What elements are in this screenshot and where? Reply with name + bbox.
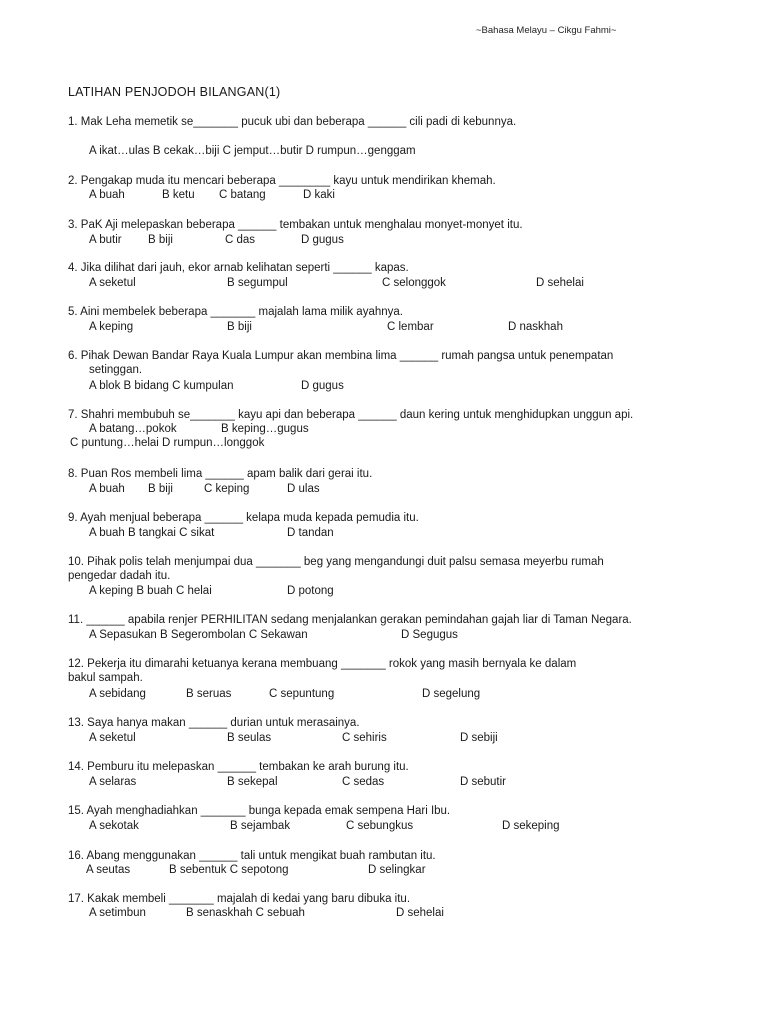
- option-c: C sehiris: [342, 732, 387, 744]
- option-a: A butir: [89, 234, 122, 246]
- option-abc: A buah B tangkai C sikat: [89, 527, 215, 539]
- option-d: D selingkar: [368, 864, 426, 876]
- question-text: 1. Mak Leha memetik se_______ pucuk ubi dan beberapa ______ cili padi di kebunnya.: [68, 116, 517, 128]
- option-b: B biji: [227, 321, 252, 333]
- option-b: B biji: [148, 483, 173, 495]
- option-a: A sebidang: [89, 688, 146, 700]
- option-b: B keping…gugus: [221, 423, 309, 435]
- option-abc: A blok B bidang C kumpulan: [89, 380, 234, 392]
- option-cd: C puntung…helai D rumpun…longgok: [70, 437, 265, 449]
- question-12: [68, 658, 576, 685]
- question-1: [68, 116, 516, 130]
- question-17: [68, 893, 410, 907]
- option-a: A sekotak: [89, 820, 139, 832]
- option-d: D sekeping: [502, 820, 560, 832]
- option-b: B seruas: [186, 688, 232, 700]
- option-d: D sehelai: [536, 277, 584, 289]
- question-7: [68, 409, 633, 423]
- question-16: [68, 850, 436, 864]
- option-d: D tandan: [287, 527, 334, 539]
- question-2: [68, 175, 496, 189]
- question-13: [68, 717, 360, 731]
- question-15: [68, 805, 450, 819]
- option-c: C sedas: [342, 776, 385, 788]
- question-11: [68, 614, 632, 628]
- option-d: D Segugus: [401, 629, 458, 641]
- option-a: A buah: [89, 483, 125, 495]
- question-text: 10. Pihak polis telah menjumpai dua _______ beg yang mengandungi duit palsu semasa meyerbu rumah: [68, 556, 604, 568]
- worksheet-title: LATIHAN PENJODOH BILANGAN(1): [68, 85, 281, 99]
- option-a: A selaras: [89, 776, 137, 788]
- question-10: [68, 556, 604, 583]
- question-text: 6. Pihak Dewan Bandar Raya Kuala Lumpur akan membina lima ______ rumah pangsa untuk penempatan: [68, 350, 614, 362]
- option: A ikat…ulas B cekak…biji C jemput…butir D rumpun…genggam: [89, 145, 416, 157]
- question-text: 11. ______ apabila renjer PERHILITAN sedang menjalankan gerakan pemindahan gajah liar di Taman Negara.: [68, 614, 632, 626]
- option-b: B biji: [148, 234, 173, 246]
- option-d: D gugus: [301, 380, 344, 392]
- question-text: 14. Pemburu itu melepaskan ______ tembakan ke arah burung itu.: [68, 761, 409, 773]
- option-c: C batang: [219, 189, 266, 201]
- option-a: A buah: [89, 189, 125, 201]
- option-d: D potong: [287, 585, 334, 597]
- option-c: C keping: [204, 483, 250, 495]
- option-d: D naskhah: [508, 321, 563, 333]
- option-c: C selonggok: [382, 277, 446, 289]
- option-c: C lembar: [387, 321, 434, 333]
- option-d: D gugus: [301, 234, 344, 246]
- option-d: D sehelai: [396, 907, 444, 919]
- question-text: 15. Ayah menghadiahkan _______ bunga kepada emak sempena Hari Ibu.: [68, 805, 451, 817]
- question-3: [68, 219, 523, 233]
- option-d: D kaki: [303, 189, 335, 201]
- options-row: [89, 145, 416, 157]
- question-text: 9. Ayah menjual beberapa ______ kelapa muda kepada pemudia itu.: [68, 512, 419, 524]
- question-text: 17. Kakak membeli _______ majalah di kedai yang baru dibuka itu.: [68, 893, 411, 905]
- question-text-continued: setinggan.: [89, 363, 143, 376]
- option-bc: B sebentuk C sepotong: [169, 864, 289, 876]
- option-a: A setimbun: [89, 907, 146, 919]
- question-14: [68, 761, 409, 775]
- option-d: D sebutir: [460, 776, 507, 788]
- option-a: A batang…pokok: [89, 423, 177, 435]
- option-c: C sebungkus: [346, 820, 414, 832]
- option-d: D ulas: [287, 483, 320, 495]
- question-text: 7. Shahri membubuh se_______ kayu api dan beberapa ______ daun kering untuk menghidupkan unggun api.: [68, 409, 634, 421]
- question-text: 8. Puan Ros membeli lima ______ apam balik dari gerai itu.: [68, 468, 373, 480]
- option-a: A seketul: [89, 277, 136, 289]
- option-d: D sebiji: [460, 732, 498, 744]
- question-text: 12. Pekerja itu dimarahi ketuanya kerana membuang _______ rokok yang masih bernyala ke dalam: [68, 658, 577, 670]
- question-9: [68, 512, 419, 526]
- question-text: 5. Aini membelek beberapa _______ majalah lama milik ayahnya.: [68, 306, 403, 318]
- option-b: B segumpul: [227, 277, 288, 289]
- question-text: 16. Abang menggunakan ______ tali untuk mengikat buah rambutan itu.: [68, 850, 436, 862]
- question-text: 3. PaK Aji melepaskan beberapa ______ tembakan untuk menghalau monyet-monyet itu.: [68, 219, 523, 231]
- option-b: B sejambak: [230, 820, 291, 832]
- option-c: C sepuntung: [269, 688, 335, 700]
- option-d: D segelung: [422, 688, 481, 700]
- header-note: ~Bahasa Melayu – Cikgu Fahmi~: [476, 25, 617, 36]
- option-a: A keping: [89, 321, 134, 333]
- question-text-continued: pengedar dadah itu.: [68, 569, 171, 582]
- question-text: 2. Pengakap muda itu mencari beberapa ________ kayu untuk mendirikan khemah.: [68, 175, 496, 187]
- question-5: [68, 306, 403, 320]
- option-c: C das: [225, 234, 256, 246]
- option-b: B ketu: [162, 189, 195, 201]
- option-a: A seutas: [86, 864, 131, 876]
- option-bc: B senaskhah C sebuah: [186, 907, 305, 919]
- option-b: B seulas: [227, 732, 272, 744]
- question-8: [68, 468, 372, 482]
- question-text-continued: bakul sampah.: [68, 671, 143, 684]
- question-text: 13. Saya hanya makan ______ durian untuk merasainya.: [68, 717, 360, 729]
- question-6: [68, 350, 613, 377]
- question-text: 4. Jika dilihat dari jauh, ekor arnab kelihatan seperti ______ kapas.: [68, 262, 409, 274]
- option-a: A seketul: [89, 732, 136, 744]
- option-b: B sekepal: [227, 776, 278, 788]
- question-4: [68, 262, 409, 276]
- option-abc: A keping B buah C helai: [89, 585, 212, 597]
- option-abc: A Sepasukan B Segerombolan C Sekawan: [89, 629, 308, 641]
